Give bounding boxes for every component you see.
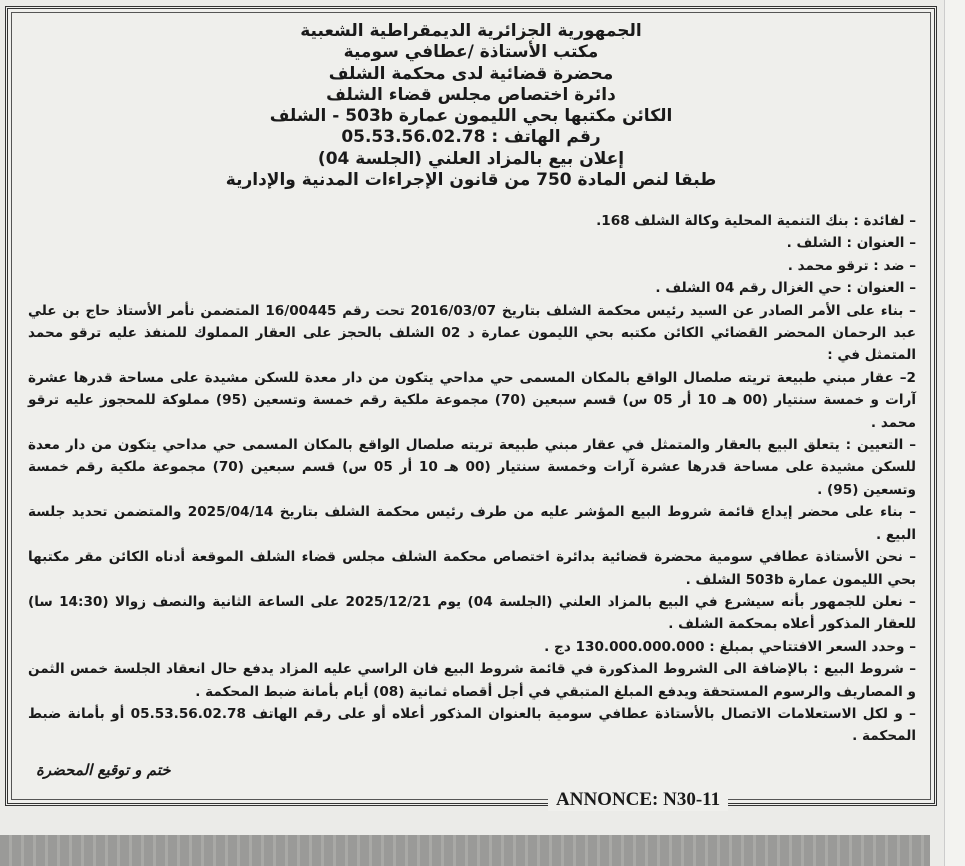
page-bottom-strip: [0, 835, 930, 866]
paragraph: – شروط البيع : بالإضافة الى الشروط المذكورة في قائمة شروط البيع فان الراسي عليه المزاد يدفع حال انعقاد الجلسة خمس الثمن و المصاريف والرسوم المستحقة ويدفع المبلغ المتبقي في أجل أقصاه ثمانية (08) أيام بأمانة ضبط المحكمة .: [28, 661, 916, 700]
paragraph: – نعلن للجمهور بأنه سيشرع في البيع بالمزاد العلني (الجلسة 04) يوم 2025/12/21 على الساعة الثانية والنصف زوالا (14:30 سا) للعقار المذكور أعلاه بمحكمة الشلف .: [28, 593, 916, 633]
header-line: رقم الهاتف : 05.53.56.02.78: [341, 127, 601, 148]
paragraph: – وحدد السعر الافتتاحي بمبلغ : 130.000.000.000 دج .: [544, 638, 916, 655]
paragraph: – بناء على محضر إيداع قائمة شروط البيع المؤشر عليه من طرف رئيس محكمة الشلف بتاريخ 2025/04/14 والمتضمن تحديد جلسة البيع .: [28, 504, 916, 543]
paragraph: – بناء على الأمر الصادر عن السيد رئيس محكمة الشلف بتاريخ 2016/03/07 تحت رقم 16/00445 المتضمن نأمر الأستاذ حاج بن علي عبد الرحمان المحضر القضائي الكائن مكتبه بحي الليمون عمارة د 02 الشلف بالحجز على العقار المملوك للمنفذ عليه ترقو محمد المتمثل في :: [28, 302, 917, 364]
legal-notice-box: [5, 6, 937, 806]
notice-subtitle: طبقا لنص المادة 750 من قانون الإجراءات المدنية والإدارية: [225, 170, 717, 191]
paragraph: – ضد : ترقو محمد .: [787, 257, 916, 274]
signature-label: ختم و توقيع المحضرة: [36, 761, 171, 779]
annonce-reference: ANNONCE: N30-11: [548, 789, 728, 811]
paragraph: – التعيين : يتعلق البيع بالعقار والمتمثل في عقار مبني طبيعة تريته صلصال الواقع بالمكان المسمى حي مداحي يتكون من دار معدة للسكن مشيدة على مساحة قدرها عشرة آرات وخمسة سنتيار (00 هـ 10 أر 05 س) قسم سبعين (70) مجموعة ملكية رقم خمسة وتسعين (95) .: [28, 437, 917, 498]
notice-title: إعلان بيع بالمزاد العلني (الجلسة 04): [317, 148, 625, 169]
header-line: مكتب الأستاذة /عطافي سومية: [343, 42, 599, 63]
header-line: الكائن مكتبها بحي الليمون عمارة 503b - الشلف: [269, 106, 673, 127]
paragraph: – لفائدة : بنك التنمية المحلية وكالة الشلف 168.: [596, 213, 916, 229]
paragraph: 2– عقار مبني طبيعة تريته صلصال الواقع بالمكان المسمى حي مداحي يتكون من دار معدة للسكن مشيدة على مساحة قدرها عشرة آرات و خمسة سنتيار (00 هـ 10 أر 05 س) قسم سبعين (70) مجموعة ملكية رقم خمسة وتسعين (95) مملوكة للمحجوز عليه ترقو محمد .: [28, 369, 916, 431]
header-line: محضرة قضائية لدى محكمة الشلف: [328, 63, 614, 84]
paragraph: – العنوان : حي الغزال رقم 04 الشلف .: [655, 280, 916, 297]
paragraph: – نحن الأستاذة عطافي سومية محضرة قضائية بدائرة اختصاص محكمة الشلف مجلس قضاء الشلف الموقعة أدناه الكائن مقر مكتبها بحي الليمون عمارة 503b الشلف .: [28, 549, 916, 588]
paragraph: – و لكل الاستعلامات الاتصال بالأستاذة عطافي سومية بالعنوان المذكور أعلاه أو على رقم الهاتف 05.53.56.02.78 أو بأمانة ضبط المحكمة .: [28, 705, 916, 745]
header-line: دائرة اختصاص مجلس قضاء الشلف: [326, 84, 616, 105]
notice-header: [8, 21, 934, 191]
notice-body: [28, 210, 916, 748]
adjacent-column: [944, 0, 965, 866]
header-line: الجمهورية الجزائرية الديمقراطية الشعبية: [300, 21, 642, 41]
paragraph: – العنوان : الشلف .: [786, 235, 916, 252]
